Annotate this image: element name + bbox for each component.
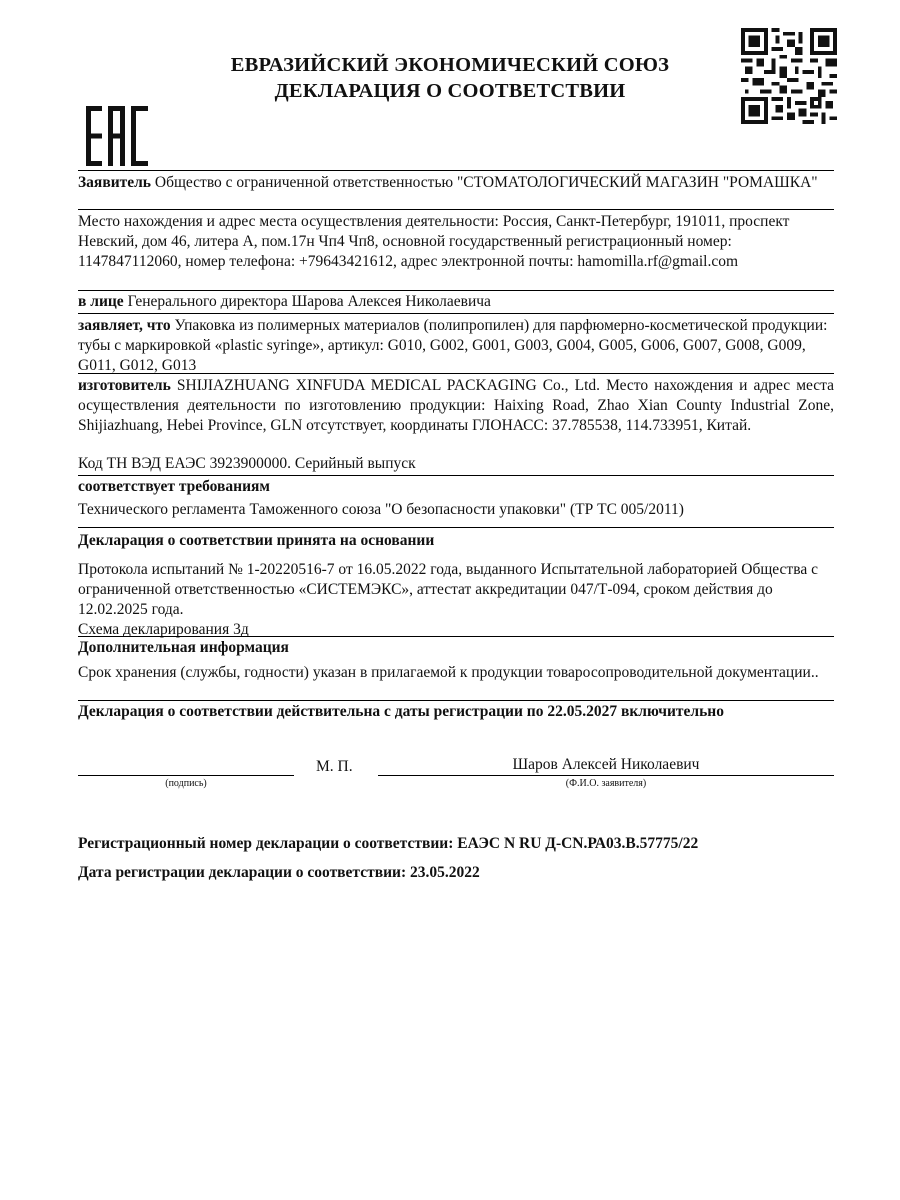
eac-mark-icon [86, 106, 148, 166]
registration-number: Регистрационный номер декларации о соответствии: ЕАЭС N RU Д-CN.РА03.В.57775/22 [78, 835, 699, 852]
address-section [78, 209, 834, 272]
stamp-label: М. П. [316, 758, 353, 775]
signature-caption: (подпись) [165, 778, 207, 789]
represented-label: в лице [78, 293, 124, 310]
declares-value: Упаковка из полимерных материалов (полипропилен) для парфюмерно-косметической продукции: тубы с маркировкой «plastic syringe», артикул: G010, G002, G001, G003, G004, G005, G006, G007, G008, G009, G011, G012, G013 [78, 317, 828, 374]
address-text: Место нахождения и адрес места осуществления деятельности: Россия, Санкт-Петербург, 191011, проспект Невский, дом 46, литера А, пом.17н Чп4 Чп8, основной государственный регистрационный номер: 1147847112060, номер телефона: +79643421612, адрес электронной почты: hamomilla.rf@gmail.com [78, 213, 790, 270]
manufacturer-label: изготовитель [78, 377, 171, 394]
declares-label: заявляет, что [78, 317, 171, 334]
represented-section [78, 290, 834, 312]
represented-value: Генерального директора Шарова Алексея Николаевича [123, 293, 491, 310]
hs-code-section [78, 454, 834, 474]
applicant-label: Заявитель [78, 174, 152, 191]
conforms-label: соответствует требованиям [78, 478, 270, 495]
manufacturer-value: SHIJIAZHUANG XINFUDA MEDICAL PACKAGING Co., Ltd. Место нахождения и адрес места осуществления деятельности по изготовлению продукции: Haixing Road, Zhao Xian County Industrial Zone, Shijiazhuang, Hebei Province, GLN отсутствует, координаты ГЛОНАСС: 37.785538, 114.733951, Китай. [78, 377, 834, 434]
title-declaration: ДЕКЛАРАЦИЯ О СООТВЕТСТВИИ [274, 80, 626, 102]
declares-section [78, 313, 834, 376]
manufacturer-section [78, 373, 834, 436]
basis-label: Декларация о соответствии принята на основании [78, 532, 435, 549]
validity-section [78, 700, 834, 722]
validity-text: Декларация о соответствии действительна с даты регистрации по 22.05.2027 включительно [78, 703, 724, 720]
basis-value: Протокола испытаний № 1-20220516-7 от 16.05.2022 года, выданного Испытательной лабораторией Общества с ограниченной ответственностью «СИСТЕМЭКС», аттестат аккредитации 047/Т-094, сроком действия до 12.02.2025 года. [78, 561, 818, 618]
hs-code-text: Код ТН ВЭД ЕАЭС 3923900000. Серийный выпуск [78, 455, 416, 472]
additional-value: Срок хранения (службы, годности) указан в прилагаемой к продукции товаросопроводительной документации.. [78, 664, 819, 681]
conforms-value: Технического регламента Таможенного союза "О безопасности упаковки" (ТР ТС 005/2011) [78, 501, 684, 518]
signature-line [78, 775, 294, 776]
applicant-section [78, 170, 834, 193]
applicant-value: Общество с ограниченной ответственностью "СТОМАТОЛОГИЧЕСКИЙ МАГАЗИН "РОМАШКА" [151, 174, 818, 191]
name-line [378, 775, 834, 776]
additional-label: Дополнительная информация [78, 639, 289, 656]
conforms-section [78, 475, 834, 520]
applicant-name: Шаров Алексей Николаевич [512, 756, 700, 773]
basis-section [78, 527, 834, 640]
additional-section [78, 636, 834, 683]
name-caption: (Ф.И.О. заявителя) [565, 778, 647, 789]
declaration-scheme: Схема декларирования 3д [78, 621, 249, 638]
registration-date: Дата регистрации декларации о соответствии: 23.05.2022 [78, 864, 480, 881]
qr-code-icon [741, 28, 837, 124]
title-union: ЕВРАЗИЙСКИЙ ЭКОНОМИЧЕСКИЙ СОЮЗ [230, 54, 670, 76]
